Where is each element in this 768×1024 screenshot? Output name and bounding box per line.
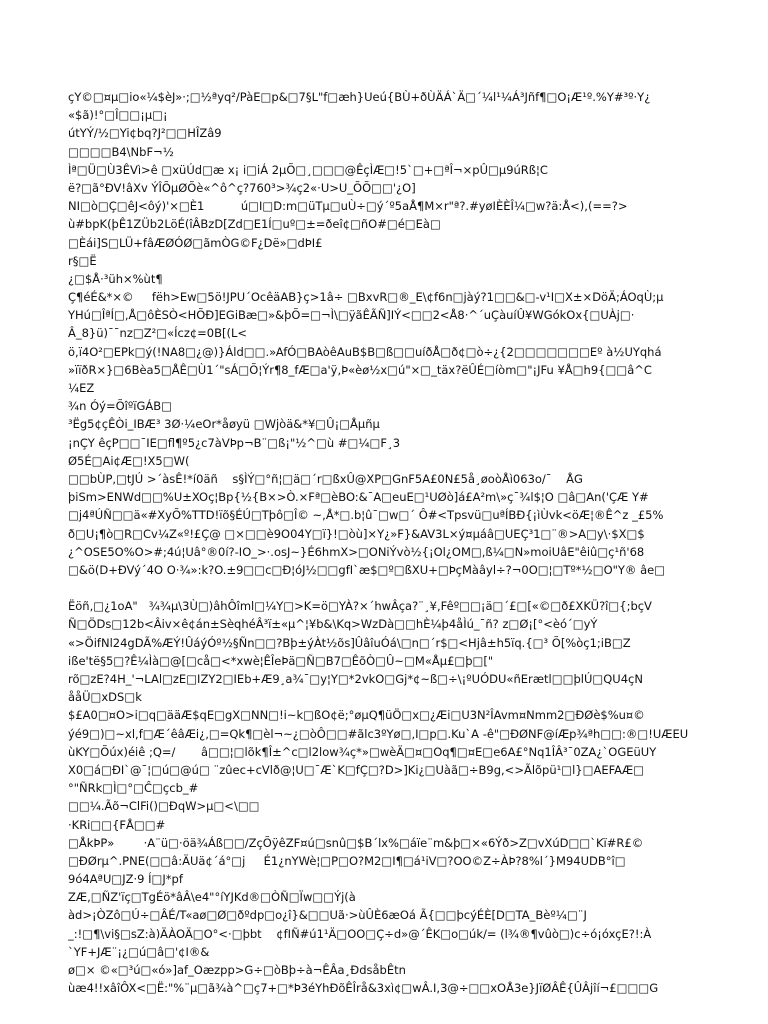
text-line: çY©□¤µ□io«¼$èJ»·;□½ªyq²/PàE□p&□7§L"f□æh}Ueú{BÙ+ðÙÄÁ`Ä□´¼l¹¼Á³Jñf¶□O¡Æ¹º.%Y#³º·Y¿ <box>68 90 651 104</box>
text-line: □&ö(D+ÐVý´4O O·¾»:k?O.±9□□c□Ð¦óJ½□□gfI`æ$□º□ßXU+□ÞçMàâyl÷?¬0O□¦□Tº*½□O"Y® âe□ <box>68 562 666 577</box>
text-line: ³Ëg5¢çÊÒi_IBÆ³ 3Ø·¼eOr*åøyü □Wjòä&*¥□Û¡□Åµñµ <box>68 417 380 432</box>
text-line: NI□ò□Ç□êJ<ôý)'×□È1 ú□I□D:m□üTµ□uÙ÷□ý´º5aÅ¶M×r"ª?.#yøIÈÈÎ¼□w?ä:Å<),(==?> <box>68 199 628 214</box>
text-line: ø□× ©«□³ú□«ó»]af_Oæzpp>G÷□òBþ÷à¬ÊÂa¸ÐdsåbÊtn <box>68 963 406 977</box>
text-line: Ìª□Ü□Ù3ÊVì>ê □xüÚd□æ x¡ i□iÁ 2µÕ□¸□□□@ÊçÌÆ□!5`□+□ªÎ¬×pÛ□µ9úRß¦C <box>68 162 548 177</box>
text-line: □j4ªÚÑ□□ä«#XyÕ%TTD!ïõ§ÉÚ□Tþô□Î© ~,Å*□.b¦û¯□w□´ Ô#<Tpsvü□uªÍBÐ{¡ìÙvk<öÆ¦®Ê^z _£5% <box>68 508 664 523</box>
text-line: 9ó4AªU□JZ·9 Í□J*pf <box>68 872 183 887</box>
text-line: □ÅkÞP» ·A¨ü□·öä¾Áß□□/ZçÕÿêZF¤ú□snû□$B´lx%□áïe¨m&þ□×«6Ýð>Z□vXúD□□`Kï#R£© <box>68 835 644 850</box>
text-line: ù#bpK(þÊ1ZÜb2LöÉ(îÂBzD[Zd□E1Í□uº□±=ðeî¢□ñO#□é□Eà□ <box>68 217 441 232</box>
text-line: ¾n Óý=ÕîºïGÁB□ <box>68 399 172 414</box>
text-line: □□¼.Ãõ¬ClFi()□ÐqW>µ□<\□□ <box>68 799 260 814</box>
text-line: X0□á□ÐI`@¯¦□ú□@ú□ ¨zûec+cVlð@¦U□¯Æ`K□fÇ□?D>]Ki¿□Uàã□÷B9g,<>Ãlõpü¹□l}□AEFAÆ□ <box>68 762 645 777</box>
text-line: YHú□ÎªÍ□,Å□ôÈSÒ<HÕÐ]EGiBæ□»&þÕ=□¬Ì\□ÿãÊÃÑ]IÝ<□□2<Å8·^´uÇàuíÛ¥WGókOx{□UÀj□· <box>68 308 635 323</box>
text-line: Ëöñ,□¿1oA" ¾¾µ\3Ù□)âhÔîml□¼Y□>K=ö□YÀ?×´hwÂça?¨¸¥,Fêº□□¡ä□´£□[«©□ð£XKÜ?î□{;bçV <box>68 599 652 614</box>
text-line: ö,ï4O²□EPk□ý(!NA8□¿@)}Áld□□.»AfÓ□BAòêAuB$B□ß□□uíðÅ□ð¢□ò÷¿{2□□□□□□□Eº à½UYqhá <box>68 344 662 359</box>
text-line: $£A0□¤O>i□q□ääÆ$qE□gX□NN□!i~k□ßO¢ë;°øµQ¶üÖ□x□¿Æi□U3N²ÎAvm¤Nmm2□ÐØè$%u¤© <box>68 708 645 723</box>
text-line: □Èái]S□LÜ+fâÆØÓØ□ãmÒG©F¿Dë»□dÞI£ <box>68 235 323 250</box>
text-line: ¿□$Å·³üh×%ùt¶ <box>68 271 163 286</box>
text-line: «$ã)!°□Î□□¡µ□¡ <box>68 108 168 123</box>
text-line: ¿^OSE5O%O>#;4ú¦Uâ°®0í?-IO_>·.osJ~}É6hmX>□ONiÝvò½{¡Ol¿OM□,ß¼□N»moiUâE"êiû□ç¹ñ'68 <box>68 544 645 559</box>
text-line: □ÐØrµ^.PNE(□□â:ÄUä¢´á°□j É1¿nYWè¦□P□O?M2□I¶□á¹iV□?OO©Z÷ÀÞ?8%l´}M94UDB°î□ <box>68 853 626 868</box>
text-line: ¡nÇY êçP□□¯IE□fl¶º5¿c7àVÞp¬B¨□ß¡"½^□ù #□¼□F¸3 <box>68 435 401 450</box>
text-line: °"ÑRk□Ì□°□Ĉ□çcb_# <box>68 781 199 796</box>
text-line: □□bÙP,□tJÚ >´àsÊ!*í0äñ s§ÌÝ□°ñ¦□ä□´r□ßxÛ@XP□GnF5A£0N£5å¸øoòÅì063o/¯ ÅG <box>68 471 583 486</box>
text-line: ë?□ã°ÐV!âXv ÝÎÕµØÕè«^ô^ç?760³>¾ç2«·U>U_ÕÕ□□'¿O] <box>68 180 416 195</box>
text-line: r§□Ë <box>68 253 97 268</box>
text-line: ¼EZ <box>68 381 95 395</box>
text-line: iße'të§5□?Ê¼Ìà□@[□cå□<*xwè¦ÊÎeÞä□Ñ□B7□ÊõÒ□Û~□M«Åµ£□þ□[" <box>68 653 494 668</box>
text-line: »ïïðR×}□6Bèa5□ÅÊ□Ù1´"sÁ□Õ¦Ýr¶8_fÆ□a'ÿ,Þ«èø½x□ú"×□_täx?ëÛÉ□íòm□"¡JFu ¥Å□h9{□□â^C <box>68 362 652 377</box>
text-line: útYÝ/½□Yi¢bq?J²□□HÎZâ9 <box>68 126 222 141</box>
text-line: rõ□zE?4H_'¬LAl□zE□IZY2□IEb+Æ9¸a¾¯□y¦Y□*2vkO□Gj*¢~ß□÷\¡ºUÓDU«ñErætl□□þlÚ□QU4çN <box>68 672 643 686</box>
text-line: «>ÖifNl24gDÃ%ÆÝ!ÛáýÓº½§Ñn□□?Bþ±ýÀt½õs]ÛâîuÓá\□n□´r$□<Hjâ±h5ïq.{□³ Õ[%òç1;iB□Z <box>68 635 631 650</box>
garbled-text-body <box>68 88 768 997</box>
text-line: Ø5É□Ai¢Æ□!X5□W( <box>68 453 190 468</box>
text-line: ·KRi□□{FÅ□□# <box>68 817 166 832</box>
text-line: _:!□¶\vi§□sZ:à)ÄÀOÄ□O°<·□þbt ¢fIÑ#ú1¹Ä□OO□Ç÷d»@´ÊK□o□úk/= (l¾®¶vûò□)c÷ó¡óxçE?!:À <box>68 926 652 941</box>
text-line: ZÆ,□ÑZ'ïç□TgÉö*âÂ\e4"°íYJKd®□ÒÑ□Ïw□□Ýj(à <box>68 890 356 905</box>
text-line: □□□□B4\NbF¬½ <box>68 144 174 159</box>
text-line: þiSm>ENWd□□%U±XOç¦Bp{½{B×>Ò.×Fª□èBO:&¯A□euE□¹UØò]á£A²m\»ç¯¾l$¦O □â□An('ÇÆ Y# <box>68 490 649 505</box>
text-line: Ç¶éÉ&*×© fëh>Ew□5ö!JPU´OcêäAB}ç>1â÷ □BxvR□®_E\¢f6n□jàý?1□□&□-v¹I□X±×DöÄ;ÁOqÙ;µ <box>68 290 664 305</box>
text-line: ååÜ□xDS□k <box>68 690 142 705</box>
text-line: ýé9□)□~xl,f□Æ´êâÆi¿,□=Qk¶□èl¬~¿□òÔ□□#ãlc3ºYø□,I□p□.Ku`A -ê"□ÐØNF@íÆp¾ªh□□:®□!UÆEU <box>68 726 689 741</box>
text-line: ð□U¡¶ò□R□Cv¼Z«º!£Ç@ □×□□è9O04Y□ï}!□òù]×Y¿»F}&AV3L×ý¤µáâ□UEÇ³1□¨®>A□y\·$X□$ <box>68 526 645 541</box>
text-line: àd>¡ÒZô□Ú÷□ÂÉ/T«aø□Ø□ðºdp□o¿î}&□□Uã·>ùÛÈ6æOá Ã{□□þcýÉÈ[D□TA_Bèº¼□¨J <box>68 908 587 923</box>
text-line: Ñ□ÖDs□12b<Âiv×ê¢án±SèqhéÂ³ï±«µ^¦¥b&\Kq>WzDà□□hÈ¼þ4åÌú_¯ñ? z□Ø¡[°<èó´□yÝ <box>68 617 598 632</box>
text-line: ùæ4!!xâîÔX<□Ë:"%¨µ□ã¾à^□ç7+□*Þ3éYhÐõÊÎrå&3xì¢□wÂ.I,3@÷□□xOÅ3e}JïØÂÊ{ÛÂjîí¬£□□□G <box>68 981 659 996</box>
text-line <box>68 579 768 597</box>
text-line: `YF+JÆ¨¡¿□ú□â□'¢I®& <box>68 944 210 959</box>
text-line: Â_8}ü)¯¯nz□Z²□«Ícz¢=0B[(L< <box>68 326 248 341</box>
text-line: ùKY□Õúx)éiê ;Q=/ â□□¦□lõk¶Î±^c□l2low¾ç*»□wèÄ□¤□Oq¶□¤E□e6A£°Nq1ÎÂ³¯0ZA¿`OGEüUY <box>68 744 657 759</box>
